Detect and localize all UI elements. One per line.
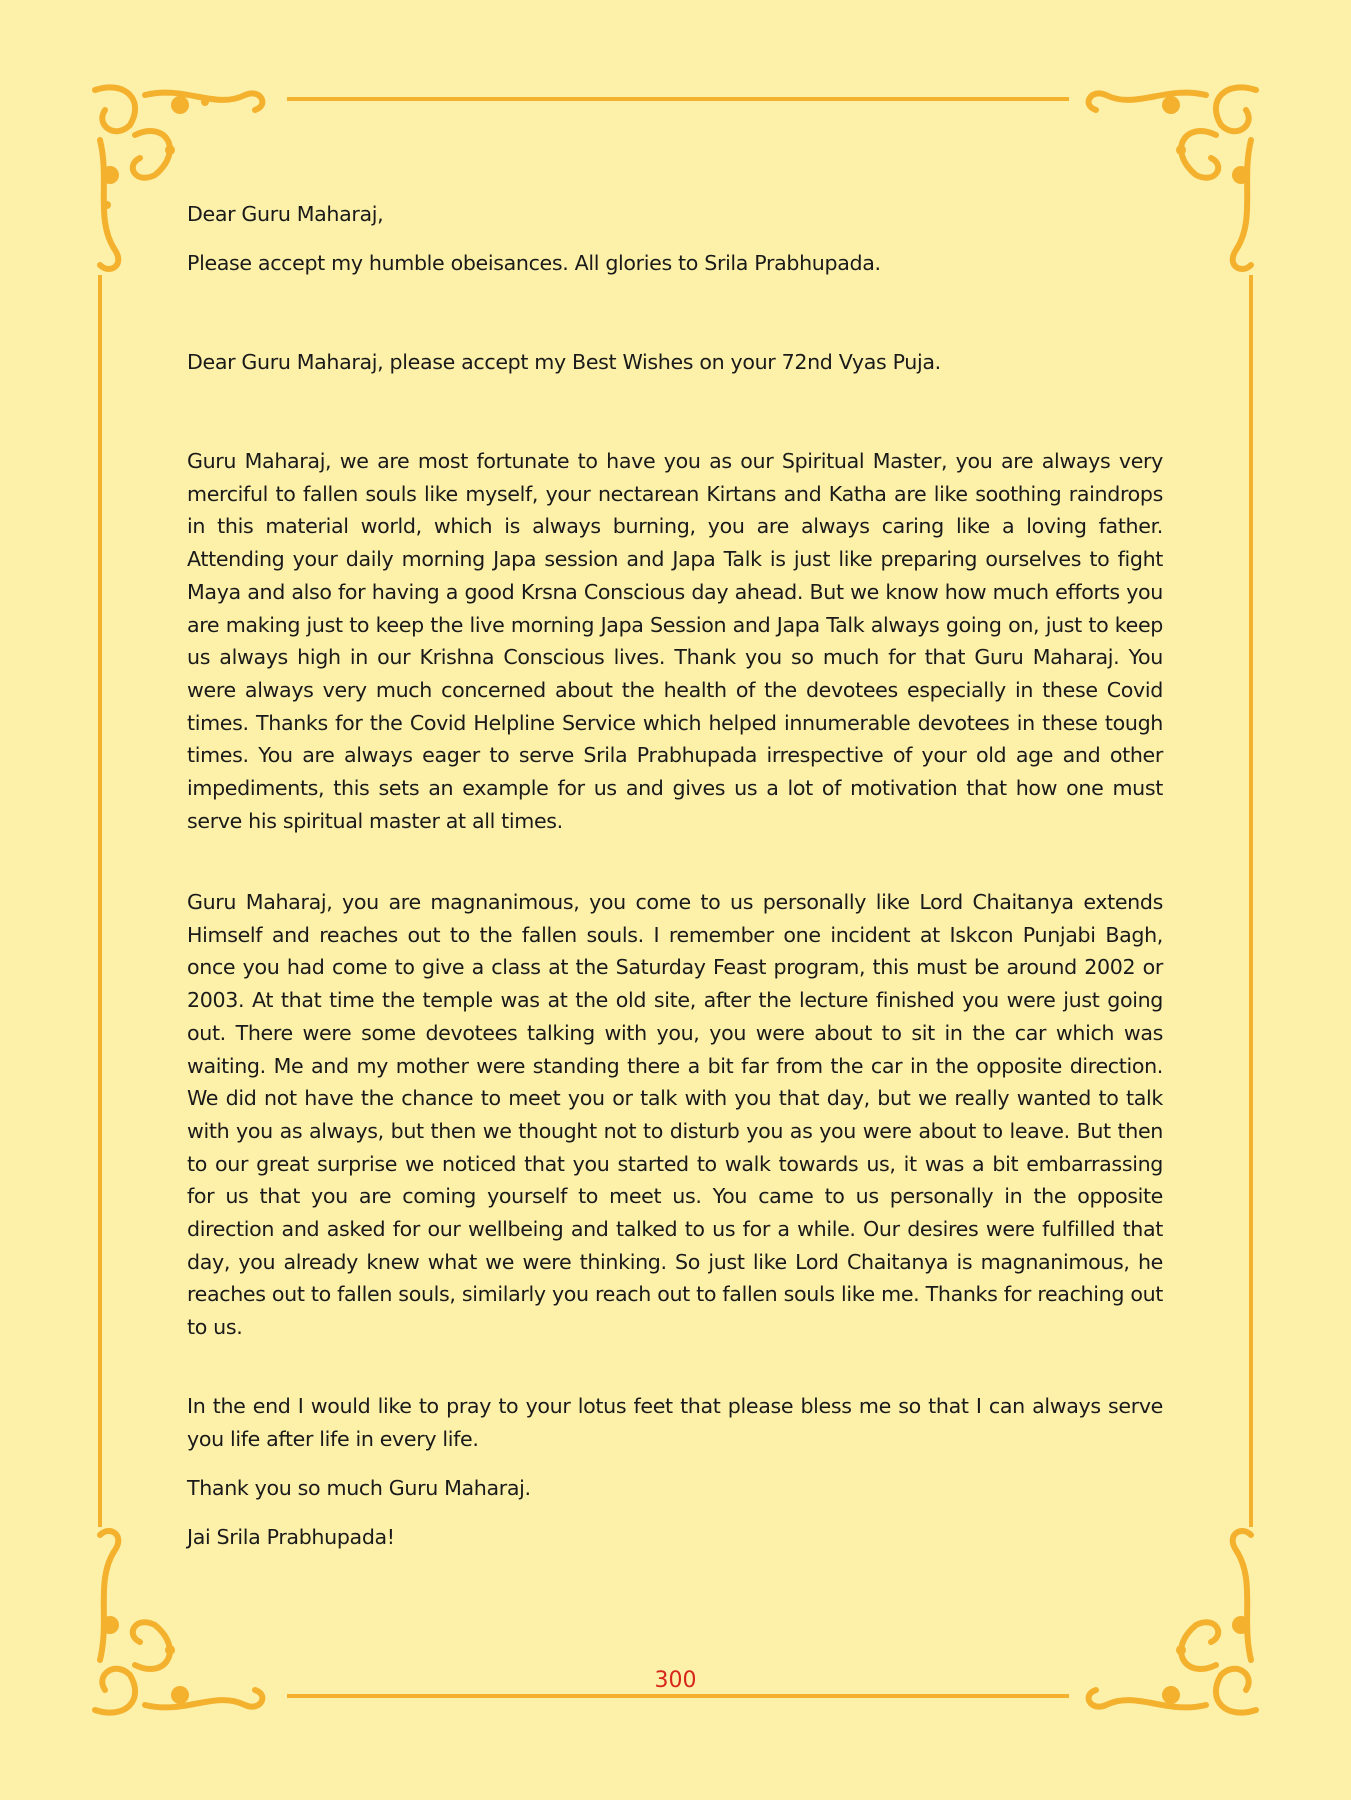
paragraph-prayer: In the end I would like to pray to your lotus feet that please bless me so that I can always serve you life after life in every life. [187,1394,1163,1451]
obeisances: Please accept my humble obeisances. All glories to Srila Prabhupada. [187,251,881,275]
paragraph-gratitude: Guru Maharaj, we are most fortunate to have you as our Spiritual Master, you are always very merciful to fallen souls like myself, your nectarean Kirtans and Katha are like soothing raindrops in this material world, which is always burning, you are always caring like a loving father. Attending your daily morning Japa session and Japa Talk is just like preparing ourselves to fight Maya and also for having a good Krsna Conscious day ahead. But we know how much efforts you are making just to keep the live morning Japa Session and Japa Talk always going on, just to keep us always high in our Krishna Conscious lives. Thank you so much for that Guru Maharaj. You were always very much concerned about the health of the devotees especially in these Covid times. Thanks for the Covid Helpline Service which helped innumerable devotees in these tough times. You are always eager to serve Srila Prabhupada irrespective of your old age and other impediments, this sets an example for us and gives us a lot of motivation that how one must serve his spiritual master at all times. [187,449,1163,833]
border-bottom [287,1694,1069,1698]
paragraph-incident: Guru Maharaj, you are magnanimous, you come to us personally like Lord Chaitanya extends Himself and reaches out to the fallen souls. I remember one incident at Iskcon Punjabi Bagh, once you had come to give a class at the Saturday Feast program, this must be around 2002 or 2003. At that time the temple was at the old site, after the lecture finished you were just going out. There were some devotees talking with you, you were about to sit in the car which was waiting. Me and my mother were standing there a bit far from the car in the opposite direction. We did not have the chance to meet you or talk with you that day, but we really wanted to talk with you as always, but then we thought not to disturb you as you were about to leave. But then to our great surprise we noticed that you started to walk towards us, it was a bit embarrassing for us that you are coming yourself to meet us. You came to us personally in the opposite direction and asked for our wellbeing and talked to us for a while. Our desires were fulfilled that day, you already knew what we were thinking. So just like Lord Chaitanya is magnanimous, he reaches out to fallen souls, similarly you reach out to fallen souls like me. Thanks for reaching out to us. [187,890,1163,1340]
vyas-puja-wishes: Dear Guru Maharaj, please accept my Best Wishes on your 72nd Vyas Puja. [187,350,941,374]
border-top [287,97,1069,101]
closing-line: Jai Srila Prabhupada! [187,1525,395,1549]
border-right [1249,275,1253,1527]
page-number: 300 [654,1668,697,1693]
salutation: Dear Guru Maharaj, [187,202,384,226]
thanks-line: Thank you so much Guru Maharaj. [187,1476,531,1500]
border-left [98,275,102,1527]
